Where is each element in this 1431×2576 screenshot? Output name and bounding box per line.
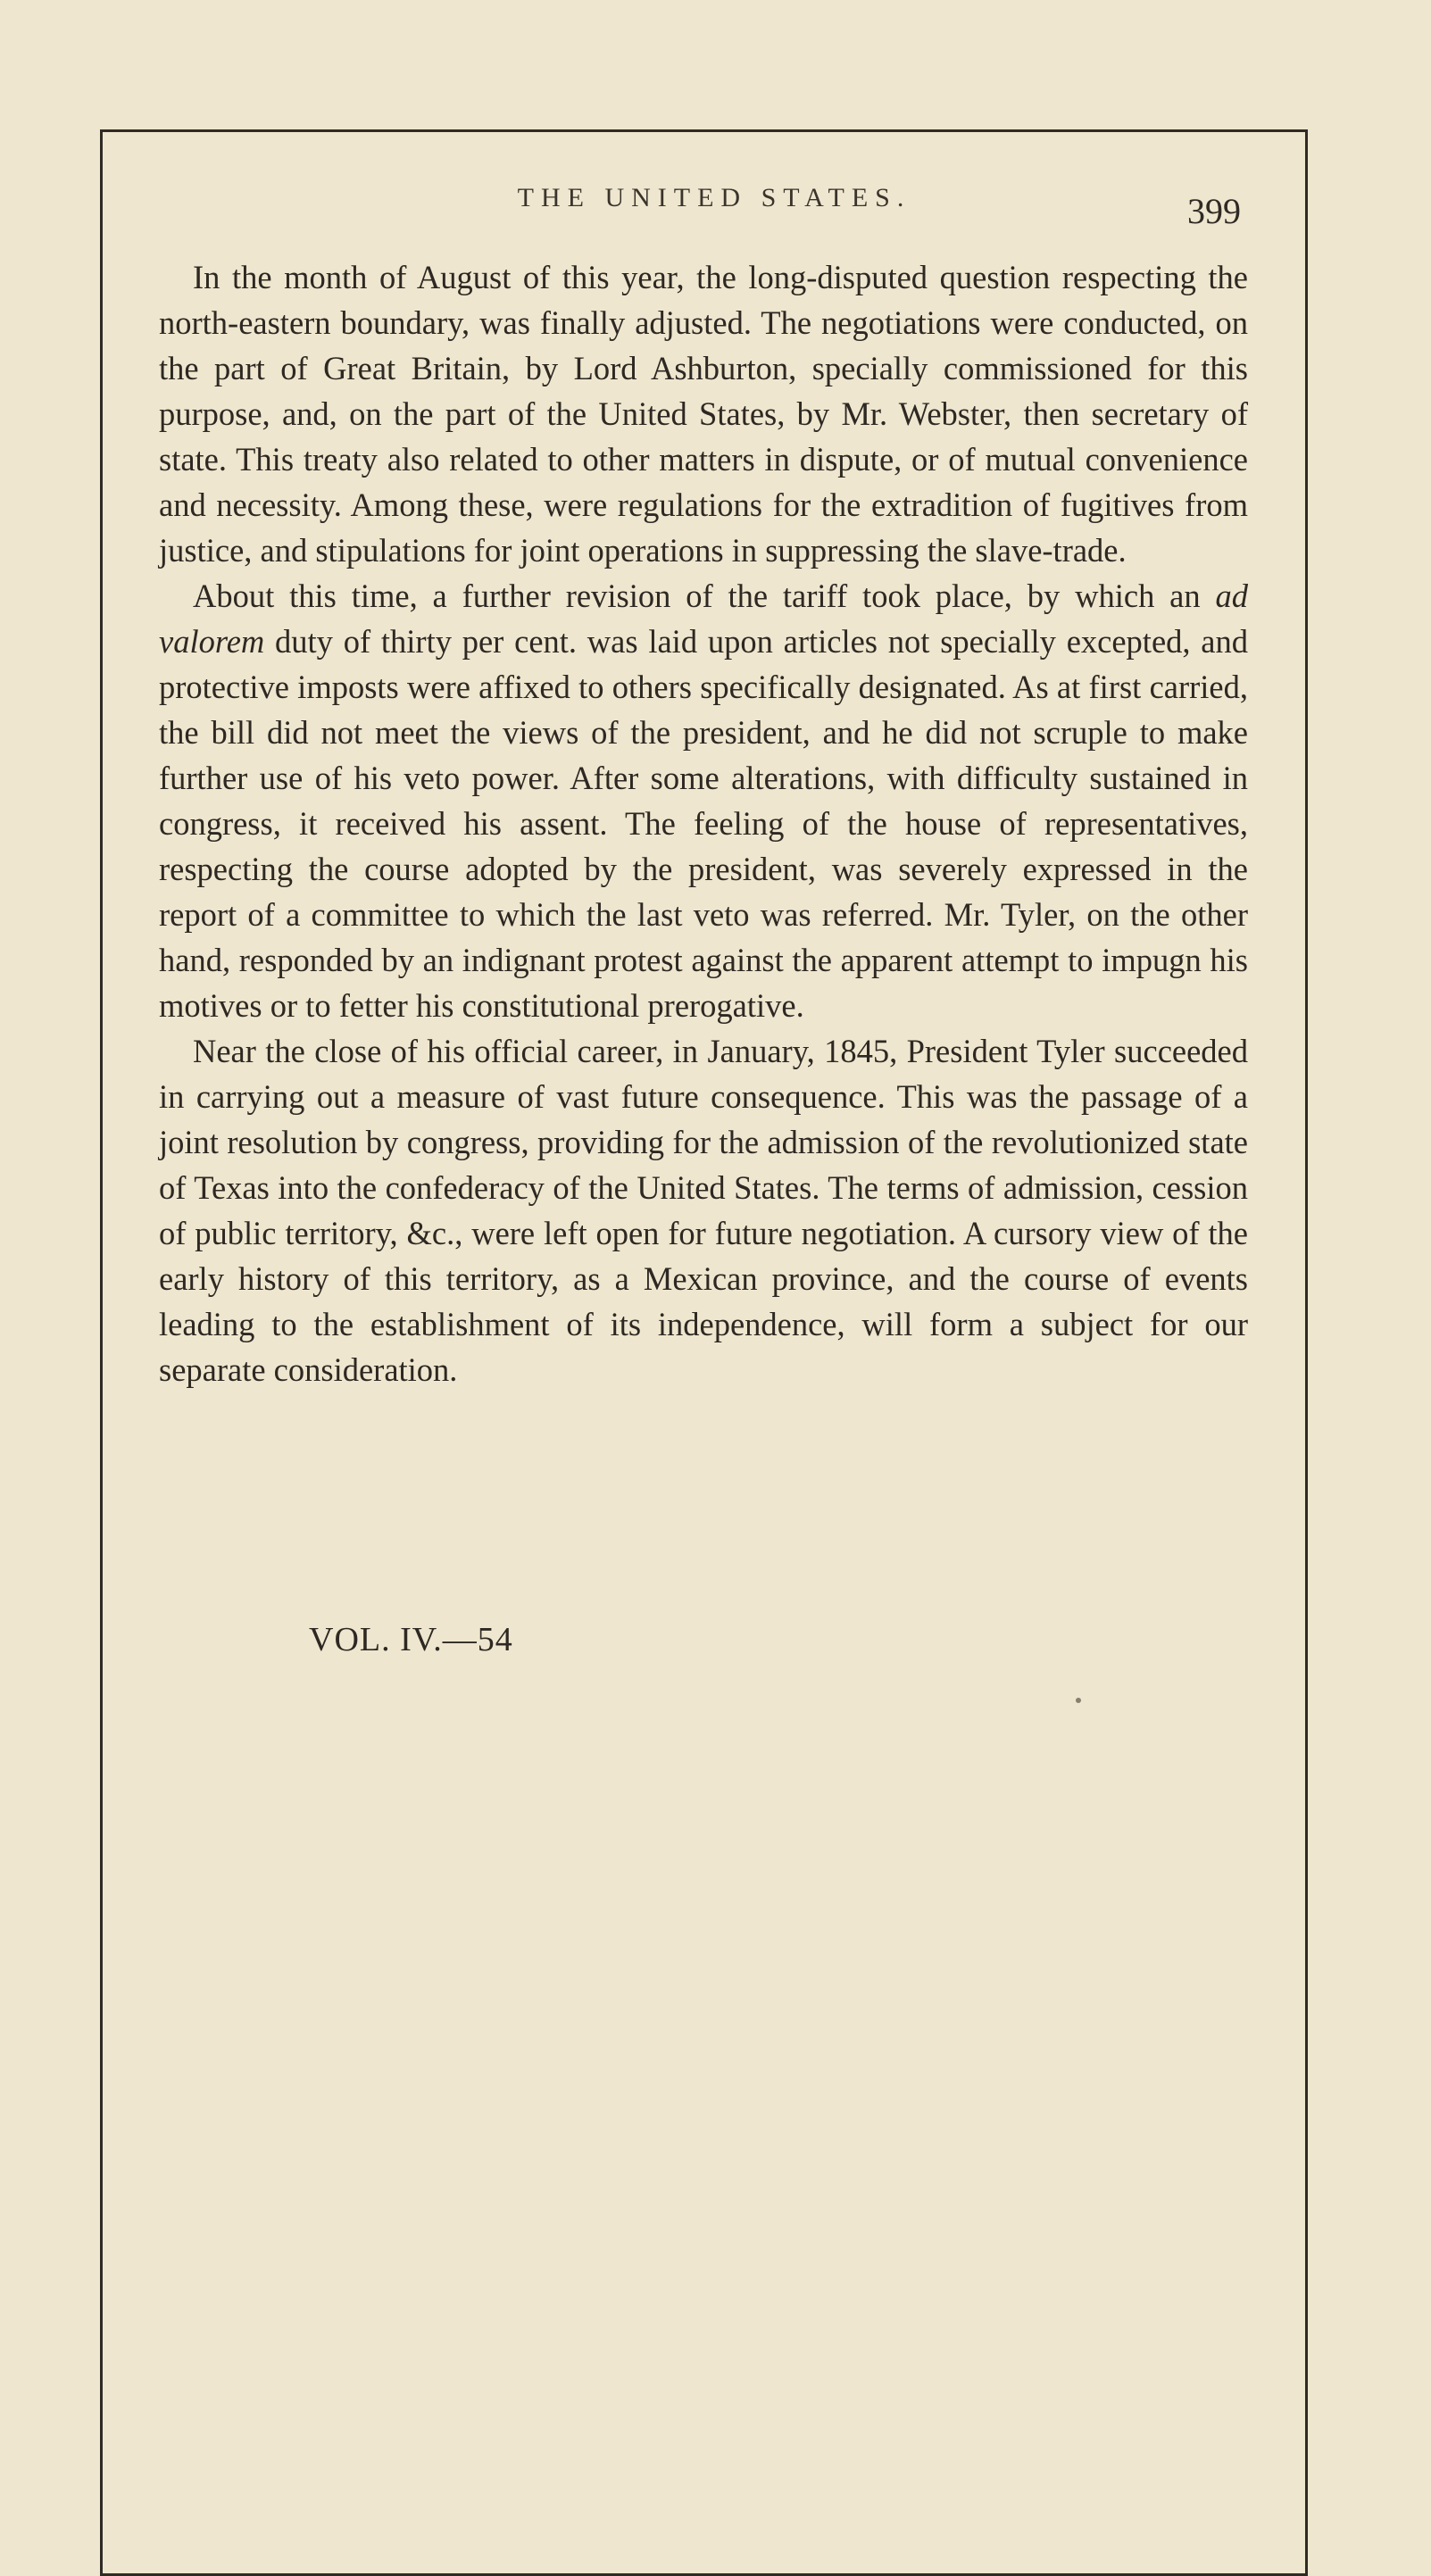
signature-mark: VOL. IV.—54 (309, 1621, 513, 1658)
running-head (161, 183, 1268, 237)
running-title: THE UNITED STATES. (517, 183, 911, 212)
ink-speck (1076, 1698, 1081, 1703)
italic-phrase: ad valorem (159, 578, 1248, 660)
paragraph-2-end: duty of thirty per cent. was laid upon articles not specially excepted, and protective imposts were affixed to others specifically designated. As at first carried, the bill did not meet the views of the president, and he did not scruple to make further use of his veto power. After some alterations, with difficulty sustained in congress, it received his assent. The feeling of the house of representatives, respecting the course adopted by the president, was severely expressed in the report of a committee to which the last veto was referred. Mr. Tyler, on the other hand, responded by an indignant protest against the apparent attempt to impugn his motives or to fetter his constitutional prerogative. (159, 623, 1248, 1024)
page-number: 399 (1187, 191, 1241, 231)
body-text (159, 254, 1248, 1392)
paragraph-1: In the month of August of this year, the long-disputed question respecting the north-eastern boundary, was finally adjusted. The negotiations were conducted, on the part of Great Britain, by Lord Ashburton, specially commissioned for this purpose, and, on the part of the United States, by Mr. Webster, then secretary of state. This treaty also related to other matters in dispute, or of mutual convenience and necessity. Among these, were regulations for the extradition of fugitives from justice, and stipulations for joint operations in suppressing the slave-trade. (159, 259, 1248, 569)
paragraph-2 (159, 573, 1248, 1028)
paragraph-3: Near the close of his official career, in January, 1845, President Tyler succeeded in carrying out a measure of vast future consequence. This was the passage of a joint resolution by congress, providing for the admission of the revolutionized state of Texas into the confederacy of the United States. The terms of admission, cession of public territory, &c., were left open for future negotiation. A cursory view of the early history of this territory, as a Mexican province, and the course of events leading to the establishment of its independence, will form a subject for our separate consideration. (159, 1033, 1248, 1388)
paragraph-2-start: About this time, a further revision of the tariff took place, by which an (193, 578, 1216, 614)
